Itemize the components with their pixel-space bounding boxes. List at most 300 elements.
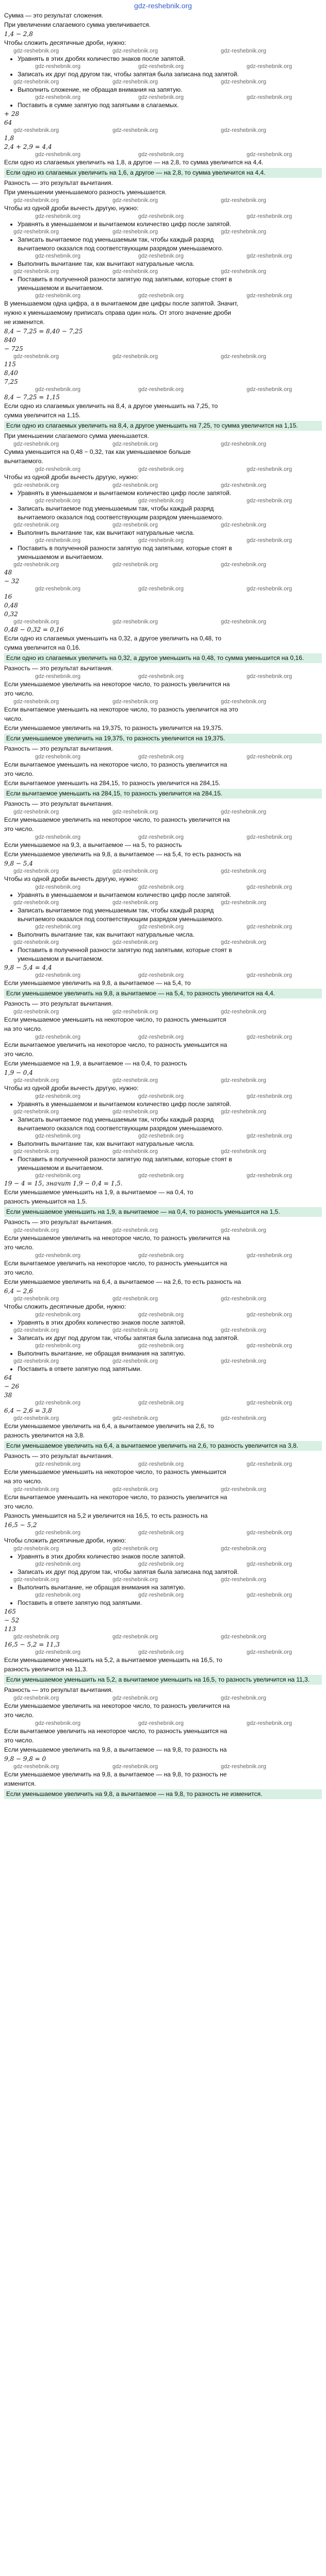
list-item: Записать вычитаемое под уменьшаемым так, чтобы каждый разряд [4, 1115, 322, 1124]
paragraph: Если вычитаемое уменьшить на некоторое число, то разность увеличится на [4, 761, 227, 768]
watermark-text: gdz-reshebnik.org [35, 1592, 81, 1598]
paragraph: Если вычитаемое увеличить на некоторое число, то разность уменьшится на [4, 1727, 227, 1735]
watermark-text: gdz-reshebnik.org [221, 562, 267, 568]
paragraph: При уменьшении слагаемого сумма уменьшается. [4, 432, 149, 439]
paragraph: Чтобы из одной дроби вычесть другую, нужно: [4, 875, 139, 883]
paragraph: При увеличении слагаемого сумма увеличивается. [4, 21, 151, 28]
watermark-text: gdz-reshebnik.org [138, 834, 184, 840]
list-item: Записать их друг под другом так, чтобы запятая была записана под запятой. [4, 70, 322, 79]
watermark-row [4, 868, 322, 875]
watermark-text: gdz-reshebnik.org [247, 1530, 292, 1536]
watermark-text: gdz-reshebnik.org [112, 1327, 158, 1333]
watermark-text: gdz-reshebnik.org [13, 1634, 59, 1640]
math-line: 64 [4, 119, 12, 126]
paragraph: Чтобы сложить десятичные дроби, нужно: [4, 39, 126, 46]
watermark-text: gdz-reshebnik.org [247, 834, 292, 840]
paragraph: Если уменьшаемое увеличить на 9,8, а вычитаемое — на 5,4, то [4, 979, 191, 987]
watermark-text: gdz-reshebnik.org [13, 353, 59, 360]
watermark-text: gdz-reshebnik.org [138, 1720, 184, 1726]
watermark-row [4, 900, 322, 906]
watermark-row [4, 537, 322, 544]
watermark-text: gdz-reshebnik.org [35, 1173, 81, 1179]
watermark-text: gdz-reshebnik.org [13, 619, 59, 625]
answer-highlight: Если уменьшаемое уменьшить на 1,9, а вычитаемое — на 0,4, то разность уменьшится на 1,5. [4, 1207, 322, 1217]
watermark-row [4, 268, 322, 275]
watermark-row [4, 1252, 322, 1259]
watermark-row [4, 441, 322, 448]
watermark-text: gdz-reshebnik.org [138, 1093, 184, 1099]
watermark-text: gdz-reshebnik.org [138, 1461, 184, 1467]
watermark-text: gdz-reshebnik.org [221, 1546, 267, 1552]
paragraph: Если вычитаемое увеличить на некоторое число, то разность уменьшится на [4, 1041, 227, 1048]
watermark-text: gdz-reshebnik.org [221, 482, 267, 488]
watermark-text: gdz-reshebnik.org [247, 1720, 292, 1726]
watermark-text: gdz-reshebnik.org [35, 1720, 81, 1726]
watermark-text: gdz-reshebnik.org [112, 1296, 158, 1302]
answer-highlight: Если одно из слагаемых увеличить на 1,6, а другое — на 2,8, то сумма увеличится на 4,4. [4, 168, 322, 178]
watermark-text: gdz-reshebnik.org [138, 293, 184, 299]
watermark-text: gdz-reshebnik.org [221, 868, 267, 874]
list-item: Выполнить вычитание так, как вычитают натуральные числа. [4, 930, 322, 939]
list-item: Поставить в ответе запятую под запятыми. [4, 1365, 322, 1374]
math-line: 6,4 − 2,6 [4, 1287, 33, 1295]
watermark-text: gdz-reshebnik.org [138, 386, 184, 393]
watermark-text: gdz-reshebnik.org [13, 268, 59, 275]
watermark-text: gdz-reshebnik.org [138, 586, 184, 592]
watermark-row [4, 1634, 322, 1640]
answer-highlight: Если одно из слагаемых увеличить на 8,4, а другое уменьшить на 7,25, то сумма увеличится на 1,15. [4, 421, 322, 431]
answer-highlight: Если уменьшаемое увеличить на 9,8, а вычитаемое — на 5,4, то разность увеличится на 4,4. [4, 989, 322, 998]
watermark-text: gdz-reshebnik.org [221, 127, 267, 133]
watermark-row [4, 353, 322, 360]
math-line: 0,32 [4, 611, 18, 618]
watermark-row [4, 229, 322, 235]
list-item-continuation: уменьшаемом и вычитаемом. [18, 284, 104, 292]
watermark-text: gdz-reshebnik.org [221, 699, 267, 705]
paragraph: Если уменьшаемое увеличить на некоторое число, то разность увеличится на [4, 1234, 230, 1242]
watermark-row [4, 197, 322, 204]
paragraph: Сумма уменьшится на 0,48 − 0,32, так как уменьшаемое больше [4, 448, 191, 455]
paragraph: Если уменьшаемое увеличить на 19,375, то разность увеличится на 19,375. [4, 724, 223, 732]
answer-highlight: Если уменьшаемое увеличить на 19,375, то разность увеличится на 19,375. [4, 734, 322, 743]
list-item: Записать вычитаемое под уменьшаемым так, чтобы каждый разряд [4, 906, 322, 915]
watermark-row [4, 79, 322, 86]
watermark-row [4, 972, 322, 979]
watermark-row [4, 1093, 322, 1100]
watermark-row [4, 1561, 322, 1568]
watermark-text: gdz-reshebnik.org [35, 386, 81, 393]
watermark-row [4, 619, 322, 625]
watermark-text: gdz-reshebnik.org [13, 1415, 59, 1421]
watermark-text: gdz-reshebnik.org [13, 229, 59, 235]
list-item-continuation: вычитаемого оказался под соответствующим разрядом уменьшаемого. [18, 1125, 223, 1132]
watermark-text: gdz-reshebnik.org [13, 1148, 59, 1155]
math-line: 64 [4, 1374, 12, 1381]
paragraph: Если уменьшаемое уменьшить на 5,2, а вычитаемое уменьшить на 16,5, то [4, 1656, 222, 1664]
math-line: 8,4 − 7,25 = 8,40 − 7,25 [4, 328, 83, 335]
paragraph: Если уменьшаемое увеличить на 6,4, а вычитаемое — на 2,6, то есть разность на [4, 1278, 241, 1285]
watermark-text: gdz-reshebnik.org [35, 213, 81, 219]
paragraph: Разность — это результат вычитания. [4, 745, 113, 752]
watermark-text: gdz-reshebnik.org [112, 1415, 158, 1421]
watermark-text: gdz-reshebnik.org [221, 809, 267, 815]
watermark-text: gdz-reshebnik.org [138, 1133, 184, 1139]
math-line: − 26 [4, 1383, 20, 1390]
watermark-text: gdz-reshebnik.org [247, 586, 292, 592]
math-line: 1,4 − 2,8 [4, 30, 33, 38]
watermark-row [4, 924, 322, 930]
watermark-text: gdz-reshebnik.org [35, 1343, 81, 1349]
watermark-text: gdz-reshebnik.org [35, 1312, 81, 1318]
watermark-text: gdz-reshebnik.org [247, 63, 292, 70]
watermark-text: gdz-reshebnik.org [13, 482, 59, 488]
solution-content [4, 11, 322, 1799]
watermark-text: gdz-reshebnik.org [221, 939, 267, 945]
watermark-text: gdz-reshebnik.org [221, 900, 267, 906]
watermark-text: gdz-reshebnik.org [247, 1592, 292, 1598]
watermark-row [4, 466, 322, 473]
watermark-text: gdz-reshebnik.org [112, 522, 158, 528]
list-item-continuation: вычитаемого оказался под соответствующим разрядом уменьшаемого. [18, 916, 223, 923]
watermark-text: gdz-reshebnik.org [35, 1093, 81, 1099]
watermark-text: gdz-reshebnik.org [112, 1358, 158, 1364]
watermark-row [4, 1077, 322, 1084]
watermark-text: gdz-reshebnik.org [112, 197, 158, 204]
watermark-row [4, 63, 322, 70]
watermark-text: gdz-reshebnik.org [112, 562, 158, 568]
watermark-text: gdz-reshebnik.org [221, 1296, 267, 1302]
watermark-text: gdz-reshebnik.org [35, 1133, 81, 1139]
paragraph: Если одно из слагаемых увеличить на 8,4, а другое уменьшить на 7,25, то [4, 402, 218, 410]
paragraph: Если вычитаемое уменьшить на некоторое число, то разность увеличится на [4, 1494, 227, 1501]
watermark-row [4, 809, 322, 816]
list-item: Записать вычитаемое под уменьшаемым так, чтобы каждый разряд [4, 235, 322, 244]
watermark-text: gdz-reshebnik.org [35, 924, 81, 930]
watermark-text: gdz-reshebnik.org [112, 619, 158, 625]
watermark-text: gdz-reshebnik.org [221, 1109, 267, 1115]
watermark-text: gdz-reshebnik.org [112, 353, 158, 360]
paragraph: нужно к уменьшаемому приписать справа один ноль. От этого значение дроби [4, 309, 231, 316]
paragraph: Если одно из слагаемых увеличить на 1,8, а другое — на 2,8, то сумма увеличится на 4,4. [4, 159, 264, 166]
site-header[interactable]: gdz-reshebnik.org [134, 2, 192, 10]
watermark-text: gdz-reshebnik.org [13, 1486, 59, 1493]
watermark-row [4, 1227, 322, 1234]
watermark-row [4, 94, 322, 101]
watermark-text: gdz-reshebnik.org [221, 48, 267, 54]
watermark-text: gdz-reshebnik.org [247, 498, 292, 504]
watermark-text: gdz-reshebnik.org [112, 229, 158, 235]
watermark-text: gdz-reshebnik.org [221, 1358, 267, 1364]
watermark-text: gdz-reshebnik.org [112, 1577, 158, 1583]
watermark-text: gdz-reshebnik.org [112, 868, 158, 874]
watermark-row [4, 151, 322, 158]
answer-highlight: Если уменьшаемое увеличить на 6,4, а вычитаемое увеличить на 2,6, то разность увеличится на 3,8. [4, 1441, 322, 1451]
math-line: + 28 [4, 110, 20, 117]
list-item: Выполнить вычитание так, как вычитают натуральные числа. [4, 529, 322, 537]
list-item: Уравнять в этих дробях количество знаков после запятой. [4, 55, 322, 63]
watermark-text: gdz-reshebnik.org [221, 1009, 267, 1015]
watermark-text: gdz-reshebnik.org [35, 498, 81, 504]
watermark-text: gdz-reshebnik.org [247, 1561, 292, 1567]
watermark-row [4, 213, 322, 220]
watermark-row [4, 127, 322, 134]
paragraph: разность увеличится на 11,3. [4, 1666, 88, 1673]
watermark-text: gdz-reshebnik.org [13, 441, 59, 447]
list-item: Выполнить вычитание так, как вычитают натуральные числа. [4, 260, 322, 268]
math-line: 19 − 4 = 15, значит 1,9 − 0,4 = 1,5. [4, 1180, 123, 1187]
watermark-row [4, 562, 322, 568]
watermark-text: gdz-reshebnik.org [247, 1400, 292, 1406]
watermark-text: gdz-reshebnik.org [221, 229, 267, 235]
math-line: 7,25 [4, 378, 18, 385]
paragraph: Если вычитаемое уменьшить на некоторое число, то разность увеличится на это [4, 706, 238, 713]
math-line: 16,5 − 5,2 [4, 1521, 37, 1529]
list-item: Уравнять в уменьшаемом и вычитаемом количество цифр после запятой. [4, 220, 322, 229]
paragraph: Чтобы из одной дроби вычесть другую, нужно: [4, 205, 139, 212]
paragraph: Если уменьшаемое увеличить на некоторое число, то разность увеличится на [4, 816, 230, 823]
paragraph: Если уменьшаемое уменьшить на некоторое число, то разность уменьшится [4, 1016, 226, 1023]
watermark-text: gdz-reshebnik.org [221, 353, 267, 360]
watermark-text: gdz-reshebnik.org [112, 1227, 158, 1233]
watermark-text: gdz-reshebnik.org [35, 151, 81, 158]
watermark-text: gdz-reshebnik.org [35, 1530, 81, 1536]
watermark-row [4, 1133, 322, 1140]
watermark-text: gdz-reshebnik.org [112, 699, 158, 705]
watermark-text: gdz-reshebnik.org [138, 1592, 184, 1598]
list-item: Записать их друг под другом так, чтобы запятая была записана под запятой. [4, 1568, 322, 1577]
watermark-text: gdz-reshebnik.org [138, 754, 184, 760]
watermark-row [4, 1296, 322, 1302]
watermark-text: gdz-reshebnik.org [221, 1486, 267, 1493]
paragraph: Если вычитаемое уменьшить на 284,15, то разность увеличится на 284,15. [4, 779, 221, 787]
paragraph: на это число. [4, 1025, 42, 1032]
watermark-text: gdz-reshebnik.org [221, 1415, 267, 1421]
watermark-row [4, 754, 322, 760]
watermark-text: gdz-reshebnik.org [35, 1034, 81, 1040]
watermark-text: gdz-reshebnik.org [138, 213, 184, 219]
paragraph: вычитаемого. [4, 457, 43, 465]
watermark-text: gdz-reshebnik.org [35, 1649, 81, 1655]
watermark-text: gdz-reshebnik.org [13, 1358, 59, 1364]
list-item: Уравнять в уменьшаемом и вычитаемом количество цифр после запятой. [4, 1100, 322, 1109]
watermark-text: gdz-reshebnik.org [247, 1312, 292, 1318]
math-line: 115 [4, 361, 16, 368]
watermark-text: gdz-reshebnik.org [13, 127, 59, 133]
watermark-row [4, 1109, 322, 1115]
list-item: Поставить в полученной разности запятую под запятыми, которые стоят в [4, 946, 322, 955]
watermark-row [4, 1695, 322, 1702]
paragraph: на это число. [4, 1478, 42, 1485]
paragraph: Разность уменьшится на 5,2 и увеличится на 16,5, то есть разность на [4, 1512, 208, 1519]
watermark-row [4, 48, 322, 55]
watermark-text: gdz-reshebnik.org [247, 884, 292, 890]
watermark-row [4, 884, 322, 891]
watermark-text: gdz-reshebnik.org [221, 197, 267, 204]
math-line: 8,4 − 7,25 = 1,15 [4, 394, 60, 401]
watermark-text: gdz-reshebnik.org [221, 522, 267, 528]
watermark-text: gdz-reshebnik.org [247, 386, 292, 393]
watermark-text: gdz-reshebnik.org [138, 63, 184, 70]
math-line: 9,8 − 5,4 [4, 860, 33, 867]
watermark-text: gdz-reshebnik.org [112, 1486, 158, 1493]
paragraph: это число. [4, 1050, 34, 1058]
watermark-text: gdz-reshebnik.org [247, 1173, 292, 1179]
list-item-continuation: вычитаемого оказался под соответствующим разрядом уменьшаемого. [18, 245, 223, 252]
watermark-text: gdz-reshebnik.org [138, 94, 184, 100]
watermark-text: gdz-reshebnik.org [13, 1077, 59, 1083]
watermark-text: gdz-reshebnik.org [112, 1148, 158, 1155]
watermark-text: gdz-reshebnik.org [247, 537, 292, 544]
watermark-text: gdz-reshebnik.org [247, 293, 292, 299]
math-line: 1,8 [4, 134, 14, 142]
list-item: Записать вычитаемое под уменьшаемым так, чтобы каждый разряд [4, 504, 322, 513]
watermark-text: gdz-reshebnik.org [247, 151, 292, 158]
paragraph: Разность — это результат вычитания. [4, 1218, 113, 1226]
watermark-text: gdz-reshebnik.org [35, 94, 81, 100]
watermark-row [4, 1034, 322, 1041]
paragraph: Если уменьшаемое увеличить на 9,8, а вычитаемое — на 5,4, то есть разность на [4, 851, 241, 858]
math-line: 2,4 + 2,9 = 4,4 [4, 143, 52, 150]
math-line: 113 [4, 1625, 16, 1633]
list-item: Уравнять в этих дробях количество знаков после запятой. [4, 1552, 322, 1561]
paragraph: это число. [4, 1737, 34, 1744]
paragraph: это число. [4, 770, 34, 777]
watermark-text: gdz-reshebnik.org [112, 127, 158, 133]
math-line: − 725 [4, 345, 23, 352]
math-line: − 32 [4, 578, 20, 585]
watermark-text: gdz-reshebnik.org [138, 1649, 184, 1655]
watermark-row [4, 1486, 322, 1493]
watermark-text: gdz-reshebnik.org [35, 1461, 81, 1467]
paragraph: это число. [4, 825, 34, 833]
math-line: − 52 [4, 1617, 20, 1624]
watermark-text: gdz-reshebnik.org [221, 1764, 267, 1770]
watermark-text: gdz-reshebnik.org [13, 1327, 59, 1333]
watermark-text: gdz-reshebnik.org [221, 79, 267, 85]
watermark-text: gdz-reshebnik.org [221, 619, 267, 625]
watermark-text: gdz-reshebnik.org [138, 1034, 184, 1040]
answer-highlight: Если уменьшаемое увеличить на 9,8, а вычитаемое — на 9,8, то разность не изменится. [4, 1789, 322, 1799]
watermark-text: gdz-reshebnik.org [138, 1312, 184, 1318]
watermark-text: gdz-reshebnik.org [35, 754, 81, 760]
math-line: 1,9 − 0,4 [4, 1069, 33, 1076]
watermark-text: gdz-reshebnik.org [247, 1133, 292, 1139]
watermark-text: gdz-reshebnik.org [35, 63, 81, 70]
watermark-text: gdz-reshebnik.org [221, 1327, 267, 1333]
watermark-row [4, 1312, 322, 1318]
watermark-text: gdz-reshebnik.org [35, 673, 81, 680]
math-line: 16 [4, 593, 12, 600]
watermark-text: gdz-reshebnik.org [247, 253, 292, 259]
watermark-row [4, 1530, 322, 1536]
watermark-text: gdz-reshebnik.org [247, 754, 292, 760]
paragraph: Если одно из слагаемых уменьшить на 0,32, а другое увеличить на 0,48, то [4, 635, 221, 642]
watermark-text: gdz-reshebnik.org [13, 562, 59, 568]
watermark-row [4, 1009, 322, 1015]
paragraph: Чтобы из одной дроби вычесть другую, нужно: [4, 473, 139, 481]
list-item: Поставить в полученной разности запятую под запятыми, которые стоят в [4, 275, 322, 284]
answer-highlight: Если одно из слагаемых увеличить на 0,32, а другое уменьшить на 0,48, то сумма уменьшится на 0,16. [4, 653, 322, 663]
watermark-text: gdz-reshebnik.org [221, 1148, 267, 1155]
watermark-row [4, 1546, 322, 1552]
watermark-text: gdz-reshebnik.org [138, 1400, 184, 1406]
paragraph: Чтобы сложить десятичные дроби, нужно: [4, 1303, 126, 1310]
watermark-text: gdz-reshebnik.org [247, 1343, 292, 1349]
paragraph: Если уменьшаемое на 9,3, а вычитаемое — на 5, то разность [4, 841, 182, 849]
watermark-row [4, 673, 322, 680]
paragraph: Чтобы сложить десятичные дроби, нужно: [4, 1537, 126, 1544]
math-line: 38 [4, 1392, 12, 1399]
watermark-text: gdz-reshebnik.org [13, 48, 59, 54]
paragraph: Если уменьшаемое уменьшить на некоторое число, то разность уменьшится [4, 1468, 226, 1476]
watermark-text: gdz-reshebnik.org [247, 1252, 292, 1259]
watermark-text: gdz-reshebnik.org [138, 673, 184, 680]
list-item-continuation: уменьшаемом и вычитаемом. [18, 955, 104, 962]
paragraph: сумма увеличится на 1,15. [4, 412, 81, 419]
paragraph: Если уменьшаемое увеличить на 6,4, а вычитаемое увеличить на 2,6, то [4, 1422, 214, 1430]
paragraph: Разность — это результат вычитания. [4, 665, 113, 672]
watermark-text: gdz-reshebnik.org [13, 868, 59, 874]
watermark-row [4, 939, 322, 946]
paragraph: Разность — это результат вычитания. [4, 179, 113, 187]
watermark-text: gdz-reshebnik.org [35, 253, 81, 259]
paragraph: это число. [4, 1269, 34, 1276]
watermark-text: gdz-reshebnik.org [35, 1400, 81, 1406]
watermark-text: gdz-reshebnik.org [13, 1577, 59, 1583]
watermark-row [4, 1343, 322, 1349]
watermark-text: gdz-reshebnik.org [138, 498, 184, 504]
watermark-text: gdz-reshebnik.org [35, 586, 81, 592]
watermark-text: gdz-reshebnik.org [13, 1764, 59, 1770]
list-item-continuation: вычитаемого оказался под соответствующим разрядом уменьшаемого. [18, 514, 223, 521]
watermark-row [4, 1358, 322, 1365]
watermark-text: gdz-reshebnik.org [112, 1546, 158, 1552]
watermark-text: gdz-reshebnik.org [138, 253, 184, 259]
paragraph: Если уменьшаемое увеличить на 9,8, а вычитаемое — на 9,8, то разность на [4, 1746, 227, 1753]
paragraph: Разность — это результат вычитания. [4, 1000, 113, 1007]
watermark-text: gdz-reshebnik.org [112, 900, 158, 906]
math-line: 8,40 [4, 369, 18, 377]
watermark-text: gdz-reshebnik.org [221, 1634, 267, 1640]
watermark-text: gdz-reshebnik.org [247, 673, 292, 680]
paragraph: разность увеличится на 3,8. [4, 1432, 85, 1439]
paragraph: это число. [4, 690, 34, 697]
watermark-text: gdz-reshebnik.org [13, 939, 59, 945]
watermark-text: gdz-reshebnik.org [247, 1649, 292, 1655]
list-item: Выполнить сложение, не обращая внимания на запятую. [4, 86, 322, 94]
watermark-text: gdz-reshebnik.org [35, 293, 81, 299]
watermark-text: gdz-reshebnik.org [13, 1009, 59, 1015]
watermark-text: gdz-reshebnik.org [112, 939, 158, 945]
paragraph: Сумма — это результат сложения. [4, 12, 104, 19]
watermark-text: gdz-reshebnik.org [138, 1252, 184, 1259]
paragraph: Если уменьшаемое уменьшить на 1,9, а вычитаемое — на 0,4, то [4, 1189, 193, 1196]
watermark-text: gdz-reshebnik.org [221, 1695, 267, 1701]
watermark-text: gdz-reshebnik.org [221, 1227, 267, 1233]
math-line: 840 [4, 336, 16, 344]
watermark-text: gdz-reshebnik.org [35, 972, 81, 978]
watermark-row [4, 498, 322, 504]
watermark-row [4, 1764, 322, 1770]
list-item: Поставить в полученной разности запятую под запятыми, которые стоят в [4, 544, 322, 553]
list-item: Выполнить вычитание так, как вычитают натуральные числа. [4, 1140, 322, 1148]
watermark-text: gdz-reshebnik.org [112, 79, 158, 85]
watermark-text: gdz-reshebnik.org [138, 1173, 184, 1179]
watermark-text: gdz-reshebnik.org [112, 1109, 158, 1115]
list-item-continuation: уменьшаемом и вычитаемом. [18, 1164, 104, 1172]
paragraph: Если уменьшаемое увеличить на некоторое число, то разность увеличится на [4, 1702, 230, 1709]
paragraph: Если уменьшаемое увеличить на некоторое число, то разность увеличится на [4, 681, 230, 688]
